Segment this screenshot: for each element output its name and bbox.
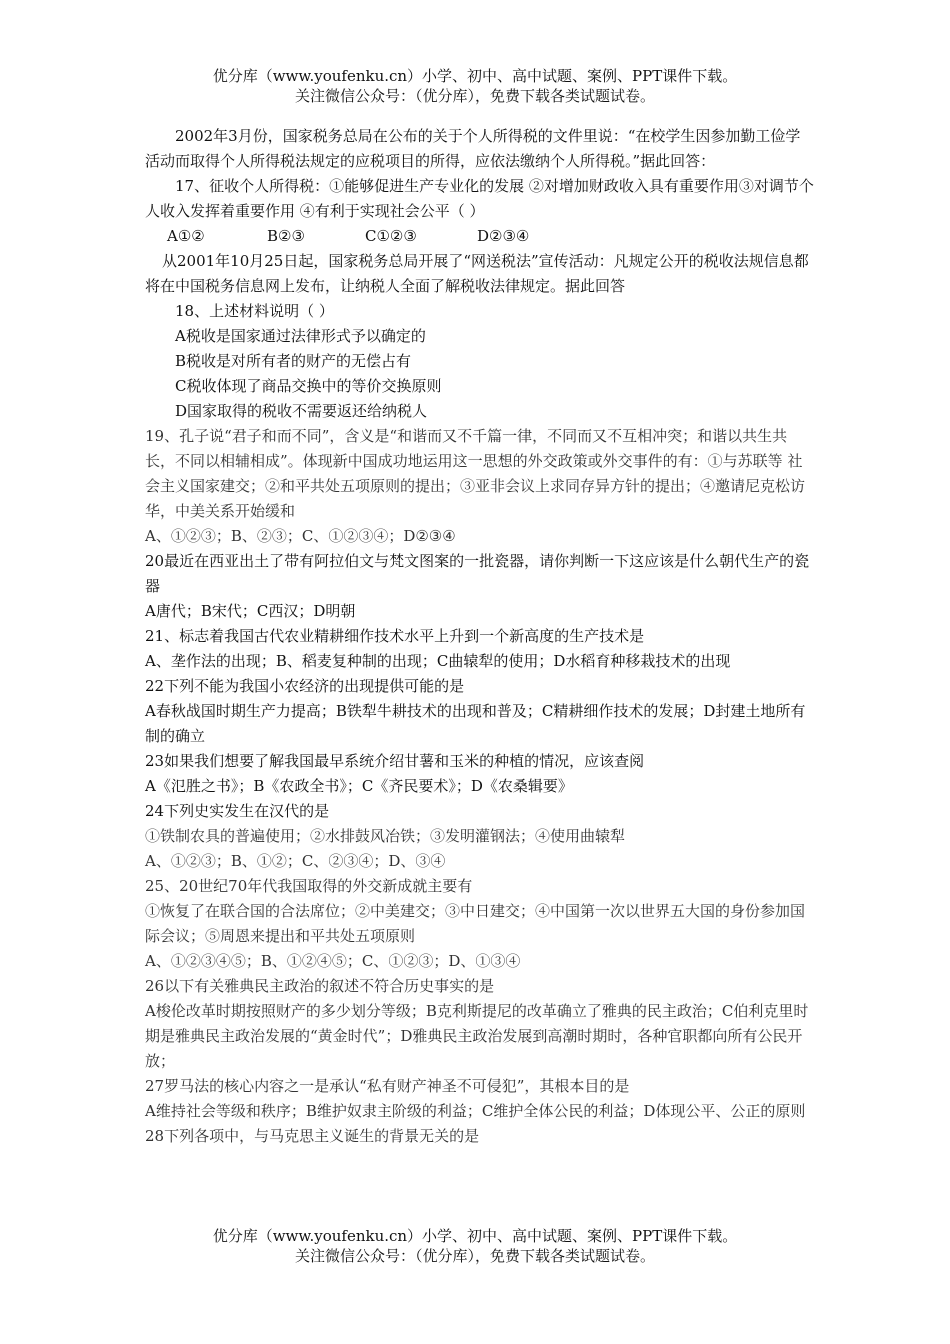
q27-options: A维持社会等级和秩序；B维护奴隶主阶级的利益；C维护全体公民的利益；D体现公平、公正的原则 [145, 1102, 806, 1120]
header-line-2: 关注微信公众号：（优分库），免费下载各类试题试卷。 [294, 87, 655, 105]
page-header [0, 66, 950, 106]
header-line-1: 优分库（www.youfenku.cn）小学、初中、高中试题、案例、PPT课件下载。 [212, 67, 738, 85]
q26-stem: 26以下有关雅典民主政治的叙述不符合历史事实的是 [145, 977, 495, 995]
q18-option-a: A税收是国家通过法律形式予以确定的 [175, 327, 426, 345]
q18-option-d: D国家取得的税收不需要返还给纳税人 [175, 402, 428, 420]
q21-stem: 21、标志着我国古代农业精耕细作技术水平上升到一个新高度的生产技术是 [145, 627, 645, 645]
q25-items: ①恢复了在联合国的合法席位；②中美建交；③中日建交；④中国第一次以世界五大国的身份参加国际会议；⑤周恩来提出和平共处五项原则 [145, 902, 806, 945]
q17-option-b: B②③ [267, 227, 305, 245]
q24-items: ①铁制农具的普遍使用；②水排鼓风冶铁；③发明灌钢法；④使用曲辕犁 [145, 827, 626, 845]
material-2: 从2001年10月25日起，国家税务总局开展了“网送税法”宣传活动：凡规定公开的税收法规信息都将在中国税务信息网上发布，让纳税人全面了解税收法律规定。据此回答 [145, 252, 809, 295]
document-body [145, 124, 815, 1149]
q17-option-a: A①② [167, 227, 205, 245]
q20-stem: 20最近在西亚出土了带有阿拉伯文与梵文图案的一批瓷器，请你判断一下这应该是什么朝代生产的瓷器 [145, 552, 810, 595]
page-footer [0, 1226, 950, 1266]
q25-options: A、①②③④⑤；B、①②④⑤；C、①②③；D、①③④ [145, 952, 521, 970]
q17-option-d: D②③④ [477, 227, 530, 245]
q24-stem: 24下列史实发生在汉代的是 [145, 802, 330, 820]
q18-stem: 18、上述材料说明（ ） [175, 302, 334, 320]
q22-stem: 22下列不能为我国小农经济的出现提供可能的是 [145, 677, 465, 695]
q26-options: A梭伦改革时期按照财产的多少划分等级；B克利斯提尼的改革确立了雅典的民主政治；C伯利克里时期是雅典民主政治发展的“黄金时代”；D雅典民主政治发展到高潮时期时，各种官职都向所有公民开放； [145, 1002, 809, 1070]
q25-stem: 25、20世纪70年代我国取得的外交新成就主要有 [145, 877, 473, 895]
q21-options: A、垄作法的出现；B、稻麦复种制的出现；C曲辕犁的使用；D水稻育种移栽技术的出现 [145, 652, 731, 670]
q27-stem: 27罗马法的核心内容之一是承认“私有财产神圣不可侵犯”，其根本目的是 [145, 1077, 630, 1095]
q18-option-c: C税收体现了商品交换中的等价交换原则 [175, 377, 442, 395]
q17-option-c: C①②③ [365, 227, 417, 245]
q19-options: A、①②③；B、②③；C、①②③④；D②③④ [145, 527, 456, 545]
q17-options [145, 224, 815, 249]
q24-options: A、①②③；B、①②；C、②③④；D、③④ [145, 852, 446, 870]
material-1: 2002年3月份，国家税务总局在公布的关于个人所得税的文件里说：“在校学生因参加勤工俭学活动而取得个人所得税法规定的应税项目的所得，应依法缴纳个人所得税。”据此回答： [145, 127, 801, 170]
footer-line-1: 优分库（www.youfenku.cn）小学、初中、高中试题、案例、PPT课件下载。 [212, 1227, 738, 1245]
footer-line-2: 关注微信公众号：（优分库），免费下载各类试题试卷。 [294, 1247, 655, 1265]
q28-stem: 28下列各项中，与马克思主义诞生的背景无关的是 [145, 1127, 480, 1145]
q17-stem: 17、征收个人所得税：①能够促进生产专业化的发展 ②对增加财政收入具有重要作用③对调节个人收入发挥着重要作用 ④有利于实现社会公平（ ） [145, 177, 814, 220]
q18-option-b: B税收是对所有者的财产的无偿占有 [175, 352, 412, 370]
q19-stem: 19、孔子说“君子和而不同”，含义是“和谐而又不千篇一律，不同而又不互相冲突；和谐以共生共长，不同以相辅相成”。体现新中国成功地运用这一思想的外交政策或外交事件的有：①与苏联等 社会主义国家建交；②和平共处五项原则的提出；③亚非会议上求同存异方针的提出；④邀请尼克松访华，中美关系开始缓和 [145, 427, 806, 520]
q22-options: A春秋战国时期生产力提高；B铁犁牛耕技术的出现和普及；C精耕细作技术的发展；D封建土地所有制的确立 [145, 702, 806, 745]
q23-options: A《氾胜之书》；B《农政全书》；C《齐民要术》；D《农桑辑要》 [145, 777, 573, 795]
q23-stem: 23如果我们想要了解我国最早系统介绍甘薯和玉米的种植的情况，应该查阅 [145, 752, 645, 770]
q20-options: A唐代；B宋代；C西汉；D明朝 [145, 602, 356, 620]
